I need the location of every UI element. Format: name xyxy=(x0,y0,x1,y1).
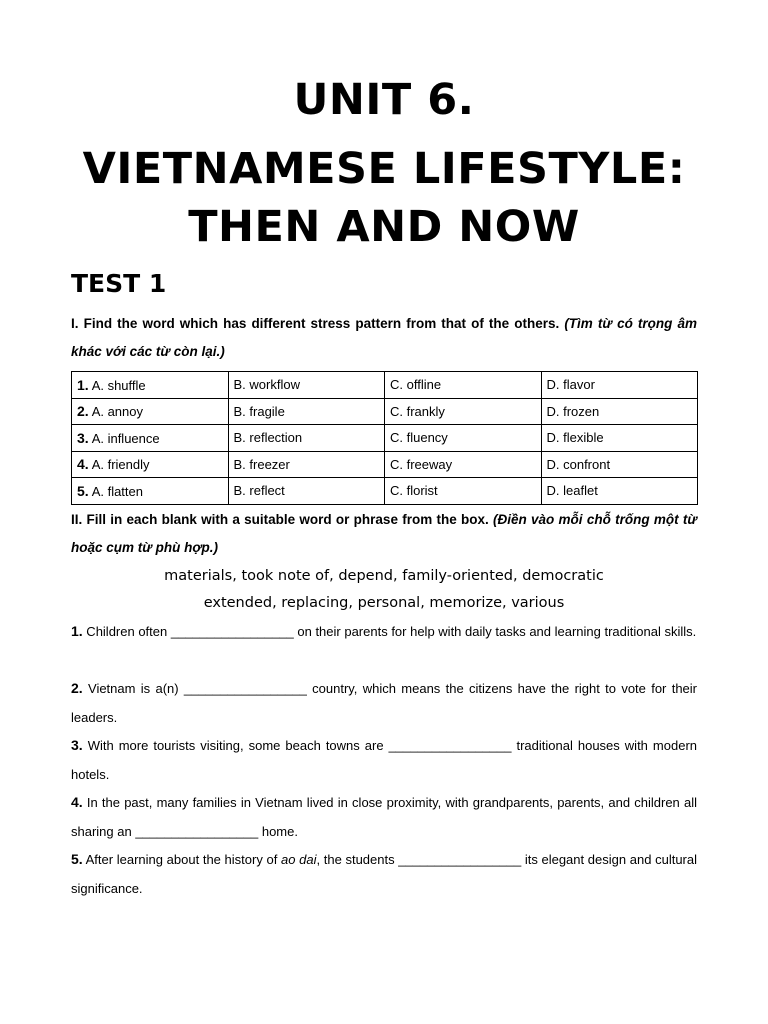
page-title xyxy=(61,140,707,256)
option-a-cell xyxy=(72,372,229,399)
option-a: A. annoy xyxy=(91,404,144,420)
table-row xyxy=(72,451,698,478)
option-c-cell: C. fluency xyxy=(385,425,542,452)
option-c-cell: C. florist xyxy=(385,478,542,505)
question-number: 1. xyxy=(71,623,83,639)
question-item xyxy=(71,731,697,789)
question-number: 4. xyxy=(71,794,83,810)
table-row xyxy=(72,398,698,425)
question-text: In the past, many families in Vietnam lived in close proximity, with grandparents, parents, and children all sharing an _________________ home. xyxy=(71,795,697,839)
question-number: 5. xyxy=(71,851,83,867)
option-a: A. influence xyxy=(91,430,160,446)
option-d-cell: D. leaflet xyxy=(541,478,698,505)
question-text: Children often _________________ on their parents for help with daily tasks and learning traditional skills. xyxy=(82,624,697,639)
section1-instruction-vi: (Tìm từ có trọng âm khác với các từ còn lại.) xyxy=(71,316,697,359)
option-d-cell: D. flexible xyxy=(541,425,698,452)
option-d-cell: D. confront xyxy=(541,451,698,478)
question-text: With more tourists visiting, some beach towns are _________________ traditional houses with modern hotels. xyxy=(71,738,697,782)
option-b-cell: B. reflection xyxy=(228,425,385,452)
table-row xyxy=(72,425,698,452)
question-italic-term: ao dai xyxy=(281,852,317,867)
option-a-cell xyxy=(72,451,229,478)
question-item xyxy=(71,617,697,647)
question-number: 3. xyxy=(77,429,89,446)
option-c-cell: C. frankly xyxy=(385,398,542,425)
option-a-cell xyxy=(72,478,229,505)
option-a-cell xyxy=(72,398,229,425)
option-a: A. flatten xyxy=(91,483,143,499)
option-d-cell: D. frozen xyxy=(541,398,698,425)
title-line-2: THEN AND NOW xyxy=(188,202,580,252)
option-c-cell: C. offline xyxy=(385,372,542,399)
test-title: TEST 1 xyxy=(71,269,167,298)
option-b-cell: B. fragile xyxy=(228,398,385,425)
unit-title: UNIT 6. xyxy=(293,75,475,125)
section2-heading xyxy=(71,506,697,562)
question-item xyxy=(71,788,697,846)
option-b-cell: B. freezer xyxy=(228,451,385,478)
question-text: After learning about the history of xyxy=(82,852,281,867)
question-number: 3. xyxy=(71,737,83,753)
question-item xyxy=(71,674,697,732)
stress-pattern-table xyxy=(71,371,698,505)
question-number: 2. xyxy=(77,403,89,420)
option-a-cell xyxy=(72,425,229,452)
question-number: 4. xyxy=(77,456,89,473)
table-row xyxy=(72,372,698,399)
section2-instruction-vi: (Điền vào mỗi chỗ trống một từ hoặc cụm từ phù hợp.) xyxy=(71,512,697,555)
question-text: Vietnam is a(n) _________________ country, which means the citizens have the right to vote for their leaders. xyxy=(71,681,697,725)
question-item xyxy=(71,845,697,903)
option-a: A. friendly xyxy=(91,457,150,473)
option-b-cell: B. reflect xyxy=(228,478,385,505)
section1-heading xyxy=(71,310,697,366)
title-line-1: VIETNAMESE LIFESTYLE: xyxy=(82,144,686,194)
section1-instruction: I. Find the word which has different stress pattern from that of the others. xyxy=(71,316,560,331)
option-a: A. shuffle xyxy=(91,377,146,393)
section2-instruction: II. Fill in each blank with a suitable word or phrase from the box. xyxy=(71,512,489,527)
question-number: 5. xyxy=(77,482,89,499)
question-text-end: , the students _________________ its elegant design and cultural significance. xyxy=(71,852,697,896)
option-c-cell: C. freeway xyxy=(385,451,542,478)
question-number: 2. xyxy=(71,680,83,696)
question-number: 1. xyxy=(77,376,89,393)
word-box-line-1: materials, took note of, depend, family-oriented, democratic xyxy=(164,568,604,584)
option-b-cell: B. workflow xyxy=(228,372,385,399)
option-d-cell: D. flavor xyxy=(541,372,698,399)
table-row xyxy=(72,478,698,505)
word-box-line-2: extended, replacing, personal, memorize, various xyxy=(203,595,565,611)
